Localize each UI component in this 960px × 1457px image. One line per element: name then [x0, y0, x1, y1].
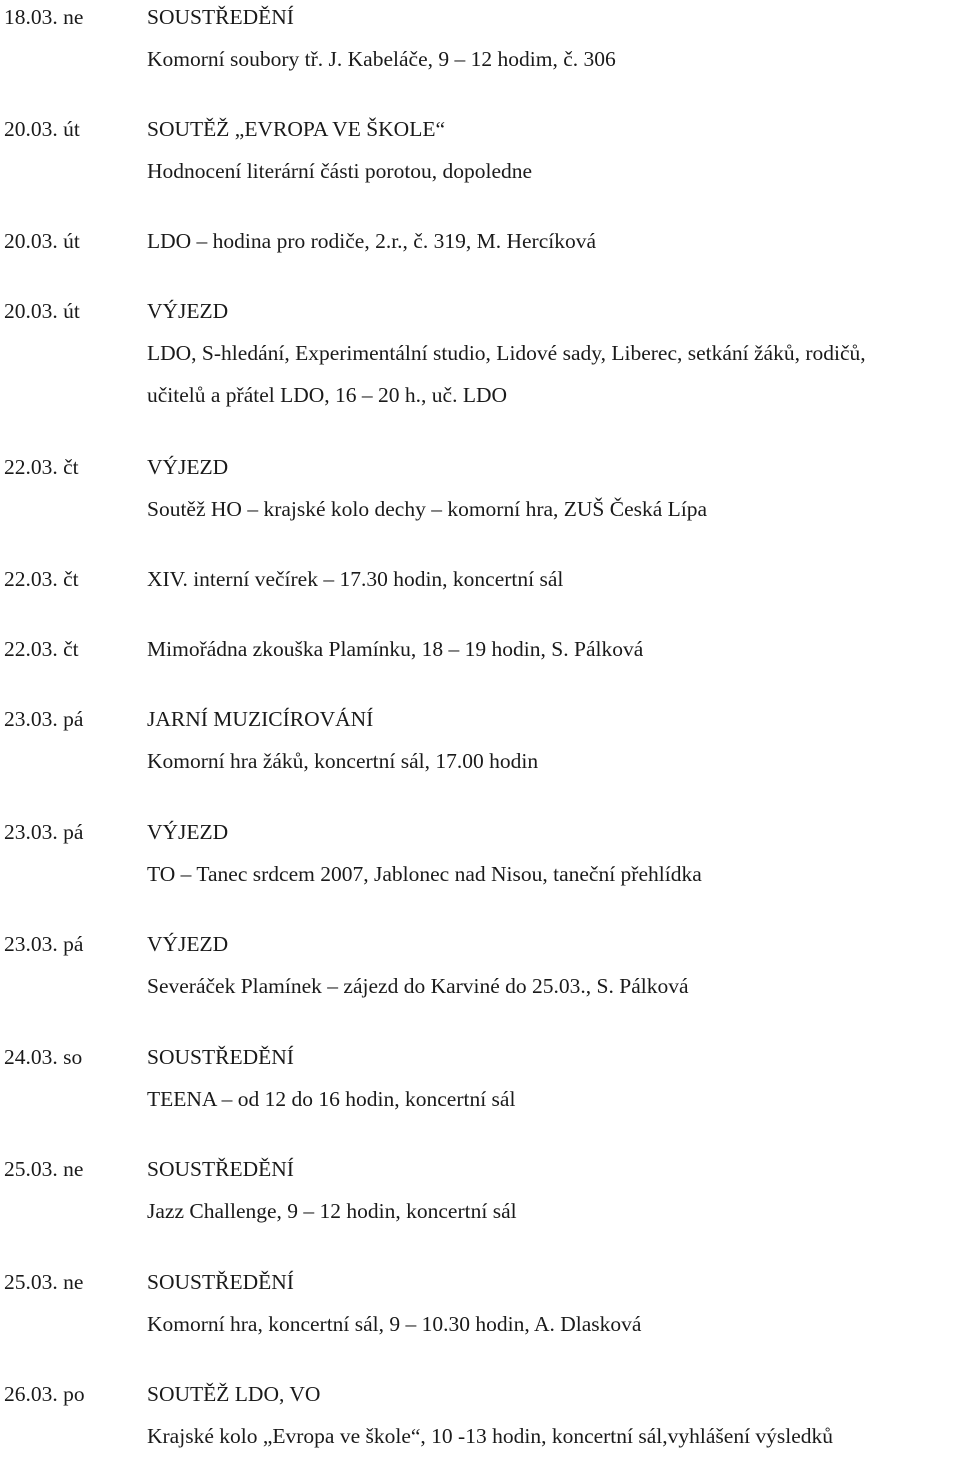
- entry-content: [147, 923, 960, 1007]
- entry-line: LDO, S-hledání, Experimentální studio, Lidové sady, Liberec, setkání žáků, rodičů,: [147, 341, 866, 365]
- entry-content: [147, 698, 960, 782]
- entry-content: [147, 1036, 960, 1120]
- entry-content: [147, 0, 960, 80]
- entry-content: [147, 558, 960, 600]
- entry-line: Komorní hra, koncertní sál, 9 – 10.30 hodin, A. Dlasková: [147, 1312, 642, 1336]
- entry-line: SOUSTŘEDĚNÍ: [147, 1157, 294, 1181]
- entry-line: Soutěž HO – krajské kolo dechy – komorní hra, ZUŠ Česká Lípa: [147, 497, 708, 521]
- entry-line: Komorní soubory tř. J. Kabeláče, 9 – 12 hodim, č. 306: [147, 47, 616, 71]
- entry-line: Severáček Plamínek – zájezd do Karviné do 25.03., S. Pálková: [147, 974, 689, 998]
- entry-date: 20.03. út: [4, 117, 80, 141]
- entry-date: 22.03. čt: [4, 637, 79, 661]
- entry-date: 18.03. ne: [4, 5, 84, 29]
- entry-content: [147, 1261, 960, 1345]
- entry-date: 23.03. pá: [4, 932, 84, 956]
- entry-date: 20.03. út: [4, 299, 80, 323]
- entry-content: [147, 108, 960, 192]
- entry-line: Hodnocení literární části porotou, dopoledne: [147, 159, 533, 183]
- entry-line: VÝJEZD: [147, 820, 229, 844]
- entry-date: 22.03. čt: [4, 455, 79, 479]
- entry-line: VÝJEZD: [147, 455, 229, 479]
- entry-line: JARNÍ MUZICÍROVÁNÍ: [147, 707, 374, 731]
- entry-date: 25.03. ne: [4, 1157, 84, 1181]
- entry-line: SOUSTŘEDĚNÍ: [147, 1045, 294, 1069]
- entry-line: VÝJEZD: [147, 299, 229, 323]
- entry-date: 25.03. ne: [4, 1270, 84, 1294]
- entry-content: [147, 446, 960, 530]
- entry-line: Jazz Challenge, 9 – 12 hodin, koncertní sál: [147, 1199, 517, 1223]
- entry-content: [147, 1373, 960, 1457]
- entry-content: [147, 628, 960, 670]
- entry-line: Krajské kolo „Evropa ve škole“, 10 -13 hodin, koncertní sál,vyhlášení výsledků: [147, 1424, 834, 1448]
- entry-line: LDO – hodina pro rodiče, 2.r., č. 319, M. Hercíková: [147, 229, 597, 253]
- entry-line: TEENA – od 12 do 16 hodin, koncertní sál: [147, 1087, 516, 1111]
- entry-line: učitelů a přátel LDO, 16 – 20 h., uč. LDO: [147, 383, 508, 407]
- entry-date: 22.03. čt: [4, 567, 79, 591]
- entry-date: 24.03. so: [4, 1045, 83, 1069]
- entry-line: SOUTĚŽ „EVROPA VE ŠKOLE“: [147, 117, 446, 141]
- entry-line: Mimořádna zkouška Plamínku, 18 – 19 hodin, S. Pálková: [147, 637, 644, 661]
- entry-content: [147, 811, 960, 895]
- entry-line: SOUTĚŽ LDO, VO: [147, 1382, 321, 1406]
- entry-date: 26.03. po: [4, 1382, 85, 1406]
- entry-line: TO – Tanec srdcem 2007, Jablonec nad Nisou, taneční přehlídka: [147, 862, 702, 886]
- entry-date: 23.03. pá: [4, 820, 84, 844]
- entry-line: Komorní hra žáků, koncertní sál, 17.00 hodin: [147, 749, 539, 773]
- entry-date: 20.03. út: [4, 229, 80, 253]
- entry-line: XIV. interní večírek – 17.30 hodin, koncertní sál: [147, 567, 564, 591]
- entry-content: [147, 290, 960, 416]
- entry-line: VÝJEZD: [147, 932, 229, 956]
- entry-content: [147, 1148, 960, 1232]
- entry-line: SOUSTŘEDĚNÍ: [147, 5, 294, 29]
- entry-content: [147, 220, 960, 262]
- entry-line: SOUSTŘEDĚNÍ: [147, 1270, 294, 1294]
- entry-date: 23.03. pá: [4, 707, 84, 731]
